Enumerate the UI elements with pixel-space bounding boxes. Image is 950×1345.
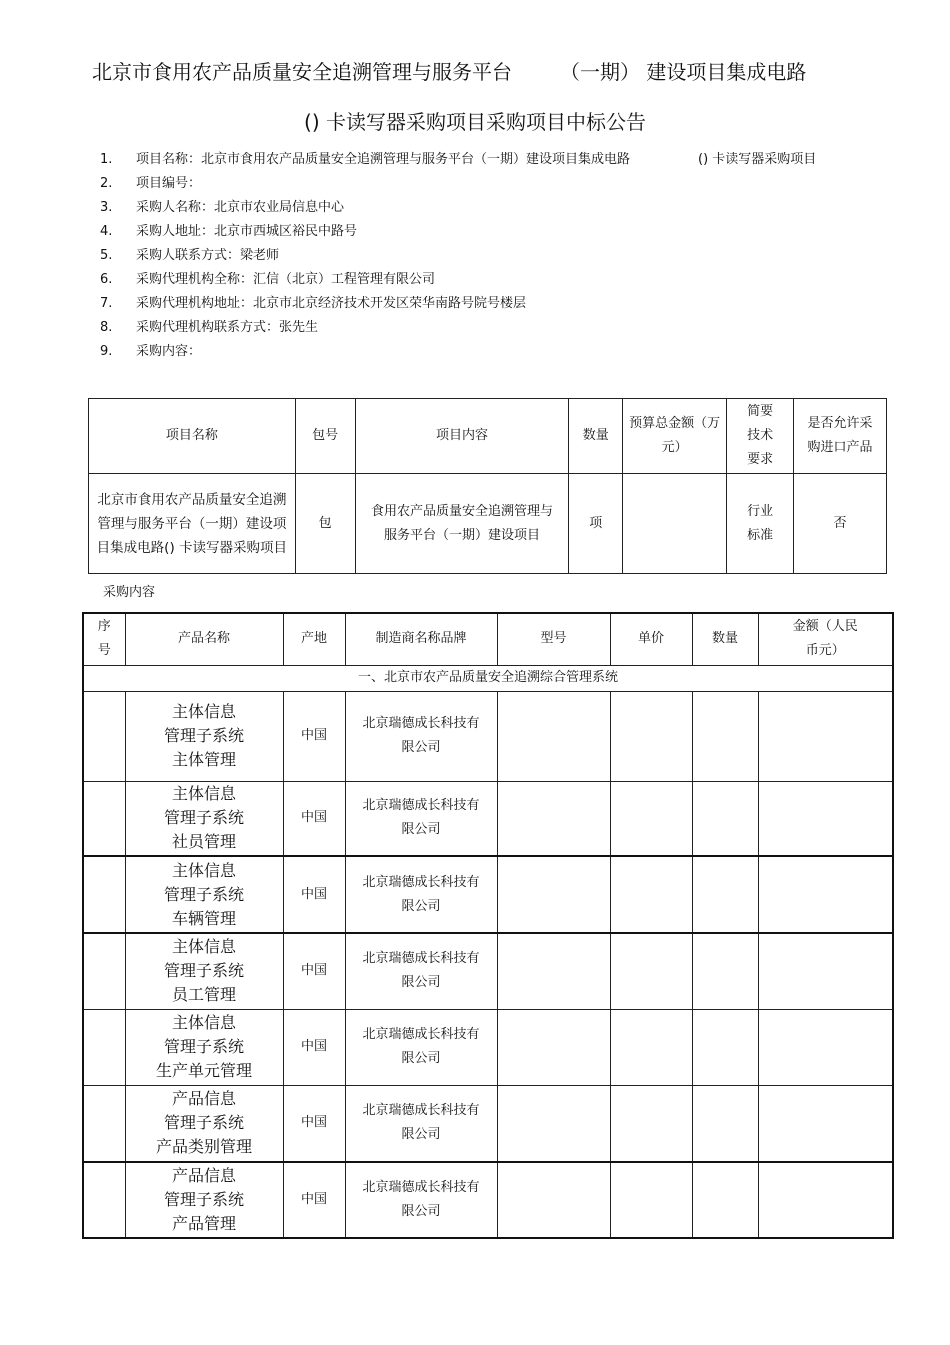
product-name-line: 管理子系统 (163, 808, 244, 828)
table-cell: 北京市食用农产品质量安全追溯管理与服务平台（一期）建设项目集成电路() 卡读写器采购项目 (89, 474, 296, 574)
product-name-cell (125, 1009, 283, 1085)
item-number: 6. (100, 272, 113, 287)
product-name-line: 产品管理 (171, 1214, 236, 1233)
table-cell (497, 856, 610, 933)
item-text: 采购代理机构联系方式：张先生 (136, 320, 319, 335)
list-item (100, 220, 880, 244)
table-header-row (89, 399, 887, 474)
product-name-cell (125, 933, 283, 1009)
table-cell (497, 1085, 610, 1162)
table-cell (83, 1009, 125, 1085)
table-cell (758, 1162, 893, 1238)
table-cell (83, 933, 125, 1009)
header-cell: 金额（人民币元） (758, 613, 893, 665)
product-name-cell (125, 856, 283, 933)
product-name-line: 主体信息 (171, 860, 236, 880)
project-info-list (100, 148, 880, 364)
product-name-cell (125, 1085, 283, 1162)
item-number: 1. (100, 152, 113, 167)
table-cell (692, 691, 758, 781)
product-name-line: 管理子系统 (163, 961, 244, 981)
table-cell (758, 933, 893, 1009)
table-cell (83, 1085, 125, 1162)
origin-cell: 中国 (283, 1009, 345, 1085)
table-row (83, 933, 893, 1009)
table-cell (758, 1009, 893, 1085)
maker-cell: 北京瑞德成长科技有限公司 (345, 856, 497, 933)
header-cell: 包号 (295, 399, 355, 474)
item-number: 3. (100, 200, 113, 215)
item-number: 9. (100, 344, 113, 359)
item-text: 采购人联系方式：梁老师 (136, 248, 280, 263)
product-name-line: 员工管理 (171, 985, 236, 1005)
table-row (83, 691, 893, 781)
header-cell: 数量 (692, 613, 758, 665)
maker-cell: 北京瑞德成长科技有限公司 (345, 1162, 497, 1238)
list-item (100, 316, 880, 340)
item-number: 5. (100, 248, 113, 263)
item-number: 7. (100, 296, 113, 311)
table-cell: 否 (794, 474, 887, 574)
header-cell: 产地 (283, 613, 345, 665)
table-caption: 采购内容 (103, 585, 156, 600)
table-cell (692, 1162, 758, 1238)
table-cell (758, 856, 893, 933)
origin-cell: 中国 (283, 781, 345, 856)
header-cell: 项目内容 (355, 399, 569, 474)
table-row (83, 1085, 893, 1162)
table-cell (758, 691, 893, 781)
list-item (100, 196, 880, 220)
product-name-line: 管理子系统 (163, 884, 244, 904)
product-name-line: 管理子系统 (163, 1037, 244, 1056)
product-name-line: 管理子系统 (163, 726, 244, 745)
table-cell (497, 781, 610, 856)
table-cell (610, 1009, 692, 1085)
table-cell: 行业标准 (727, 474, 794, 574)
origin-cell: 中国 (283, 1162, 345, 1238)
page-title-line2: () 卡读写器采购项目采购项目中标公告 (304, 110, 646, 134)
maker-cell: 北京瑞德成长科技有限公司 (345, 781, 497, 856)
table-cell (758, 781, 893, 856)
header-cell: 项目名称 (89, 399, 296, 474)
product-name-line: 车辆管理 (171, 908, 236, 928)
item-text: 项目编号： (136, 176, 202, 191)
table-cell (497, 1009, 610, 1085)
page-title-line1 (92, 58, 872, 86)
item-number: 8. (100, 320, 113, 335)
maker-cell: 北京瑞德成长科技有限公司 (345, 1009, 497, 1085)
item-text: 采购人地址：北京市西城区裕民中路号 (136, 224, 358, 239)
title-part-b: （一期） 建设项目集成电路 (560, 60, 807, 84)
table-cell (758, 1085, 893, 1162)
header-cell: 序号 (83, 613, 125, 665)
header-cell: 制造商名称品牌 (345, 613, 497, 665)
product-name-line: 主体管理 (171, 750, 236, 769)
product-name-cell (125, 1162, 283, 1238)
product-name-line: 管理子系统 (163, 1113, 244, 1133)
product-name-line: 主体信息 (171, 784, 236, 804)
header-cell: 是否允许采购进口产品 (794, 399, 887, 474)
table-cell (497, 691, 610, 781)
procurement-summary-table (88, 398, 887, 574)
origin-cell: 中国 (283, 856, 345, 933)
table-row (83, 781, 893, 856)
product-name-cell (125, 691, 283, 781)
product-name-line: 产品信息 (171, 1089, 236, 1109)
header-cell: 产品名称 (125, 613, 283, 665)
origin-cell: 中国 (283, 933, 345, 1009)
list-item (100, 172, 880, 196)
table-row (83, 1009, 893, 1085)
table-cell (83, 856, 125, 933)
header-cell: 数量 (569, 399, 623, 474)
table-cell (497, 1162, 610, 1238)
item-text-part-b: () 卡读写器采购项目 (698, 152, 817, 167)
title-part-a: 北京市食用农产品质量安全追溯管理与服务平台 (92, 60, 512, 84)
product-name-line: 主体信息 (171, 1013, 236, 1032)
product-name-line: 生产单元管理 (155, 1061, 252, 1080)
header-cell: 型号 (497, 613, 610, 665)
table-cell: 食用农产品质量安全追溯管理与服务平台（一期）建设项目 (355, 474, 569, 574)
maker-cell: 北京瑞德成长科技有限公司 (345, 933, 497, 1009)
product-name-line: 主体信息 (171, 937, 236, 957)
item-text-part-a: 项目名称：北京市食用农产品质量安全追溯管理与服务平台（一期）建设项目集成电路 (136, 152, 631, 167)
product-name-line: 产品信息 (171, 1166, 236, 1185)
table-cell (83, 781, 125, 856)
item-text: 采购代理机构全称：汇信（北京）工程管理有限公司 (136, 272, 436, 287)
table-row (83, 1162, 893, 1238)
list-item (100, 244, 880, 268)
table-cell (610, 781, 692, 856)
origin-cell: 中国 (283, 691, 345, 781)
product-name-line: 管理子系统 (163, 1190, 244, 1209)
table-row (89, 474, 887, 574)
table-cell (692, 933, 758, 1009)
table-cell (623, 474, 727, 574)
header-cell: 预算总金额（万元） (623, 399, 727, 474)
section-row (83, 665, 893, 691)
table-cell (610, 1162, 692, 1238)
item-text (136, 148, 880, 172)
list-item (100, 292, 880, 316)
table-cell (692, 856, 758, 933)
header-cell: 单价 (610, 613, 692, 665)
item-text: 采购人名称：北京市农业局信息中心 (136, 200, 345, 215)
header-cell: 简要技术要求 (727, 399, 794, 474)
item-text: 采购内容： (136, 344, 202, 359)
table-header-row (83, 613, 893, 665)
table-cell: 项 (569, 474, 623, 574)
item-text: 采购代理机构地址：北京市北京经济技术开发区荣华南路号院号楼层 (136, 296, 527, 311)
product-name-line: 产品类别管理 (155, 1137, 252, 1157)
table-cell (610, 1085, 692, 1162)
item-number: 4. (100, 224, 113, 239)
table-cell: 包 (295, 474, 355, 574)
section-title: 一、北京市农产品质量安全追溯综合管理系统 (83, 665, 893, 691)
table-cell (610, 856, 692, 933)
list-item (100, 340, 880, 364)
maker-cell: 北京瑞德成长科技有限公司 (345, 1085, 497, 1162)
procurement-detail-table (82, 612, 894, 1239)
product-name-cell (125, 781, 283, 856)
table-cell (692, 1085, 758, 1162)
list-item (100, 148, 880, 172)
table-cell (83, 691, 125, 781)
table-cell (692, 781, 758, 856)
table-cell (610, 933, 692, 1009)
table-cell (692, 1009, 758, 1085)
item-number: 2. (100, 176, 113, 191)
table-cell (497, 933, 610, 1009)
list-item (100, 268, 880, 292)
maker-cell: 北京瑞德成长科技有限公司 (345, 691, 497, 781)
table-row (83, 856, 893, 933)
product-name-line: 主体信息 (171, 702, 236, 721)
product-name-line: 社员管理 (171, 832, 236, 852)
table-cell (610, 691, 692, 781)
origin-cell: 中国 (283, 1085, 345, 1162)
table-cell (83, 1162, 125, 1238)
